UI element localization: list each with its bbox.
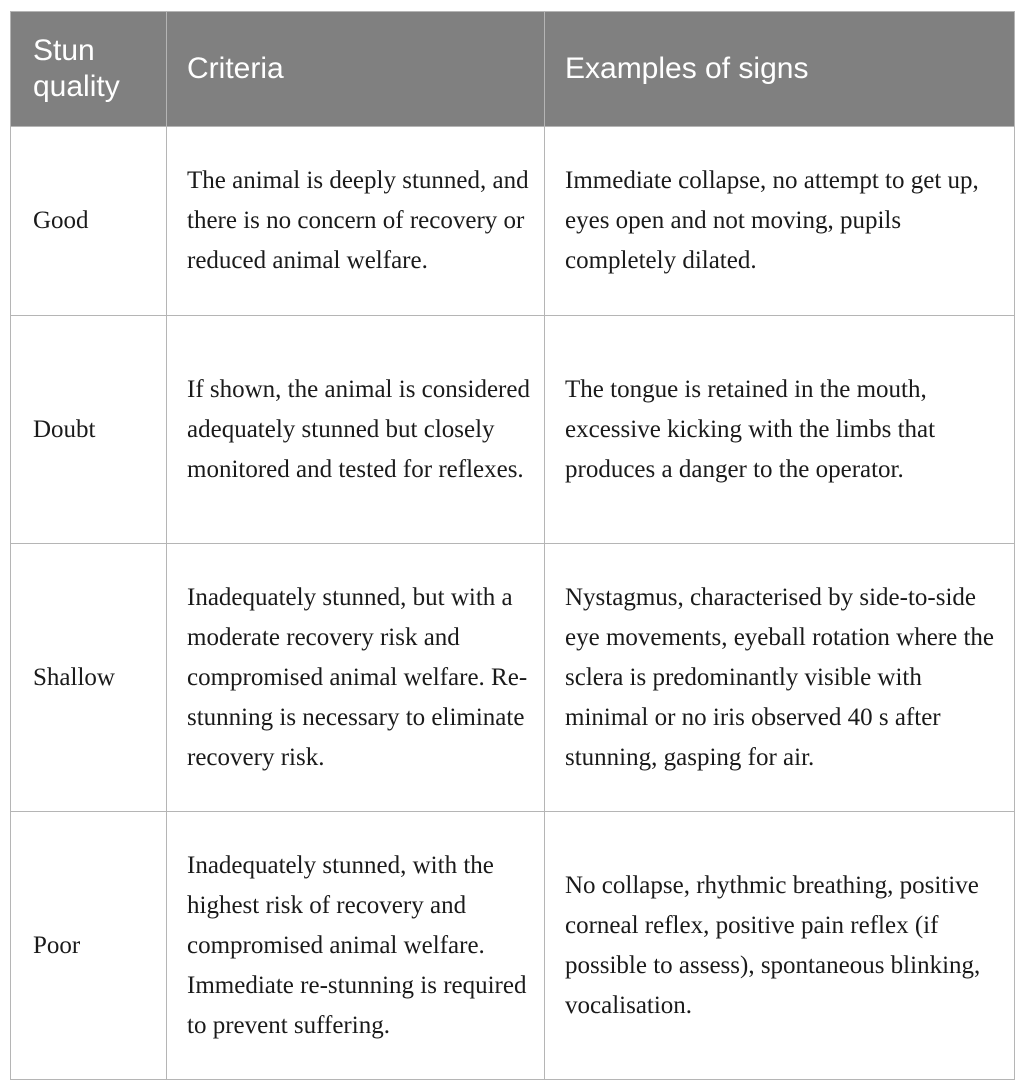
table-header [11, 12, 1015, 127]
cell-stun-quality: Good [11, 127, 167, 316]
header-row [11, 12, 1015, 127]
table-row [11, 812, 1015, 1080]
cell-criteria: The animal is deeply stunned, and there is no concern of recovery or reduced animal welfare. [167, 127, 545, 316]
cell-criteria: If shown, the animal is considered adequately stunned but closely monitored and tested for reflexes. [167, 316, 545, 544]
stun-quality-table-container [10, 11, 1014, 1080]
table-row [11, 127, 1015, 316]
table-row [11, 316, 1015, 544]
cell-examples: The tongue is retained in the mouth, excessive kicking with the limbs that produces a danger to the operator. [545, 316, 1015, 544]
cell-examples: No collapse, rhythmic breathing, positive corneal reflex, positive pain reflex (if possible to assess), spontaneous blinking, vocalisation. [545, 812, 1015, 1080]
table-body [11, 127, 1015, 1080]
cell-stun-quality: Doubt [11, 316, 167, 544]
cell-criteria: Inadequately stunned, with the highest risk of recovery and compromised animal welfare. Immediate re-stunning is required to prevent suffering. [167, 812, 545, 1080]
header-stun-quality: Stun quality [11, 12, 167, 127]
header-criteria: Criteria [167, 12, 545, 127]
cell-criteria: Inadequately stunned, but with a moderate recovery risk and compromised animal welfare. Re-stunning is necessary to eliminate recovery risk. [167, 544, 545, 812]
cell-stun-quality: Poor [11, 812, 167, 1080]
stun-quality-table [10, 11, 1015, 1080]
cell-examples: Immediate collapse, no attempt to get up, eyes open and not moving, pupils completely dilated. [545, 127, 1015, 316]
cell-stun-quality: Shallow [11, 544, 167, 812]
cell-examples: Nystagmus, characterised by side-to-side eye movements, eyeball rotation where the sclera is predominantly visible with minimal or no iris observed 40 s after stunning, gasping for air. [545, 544, 1015, 812]
table-row [11, 544, 1015, 812]
header-examples-of-signs: Examples of signs [545, 12, 1015, 127]
